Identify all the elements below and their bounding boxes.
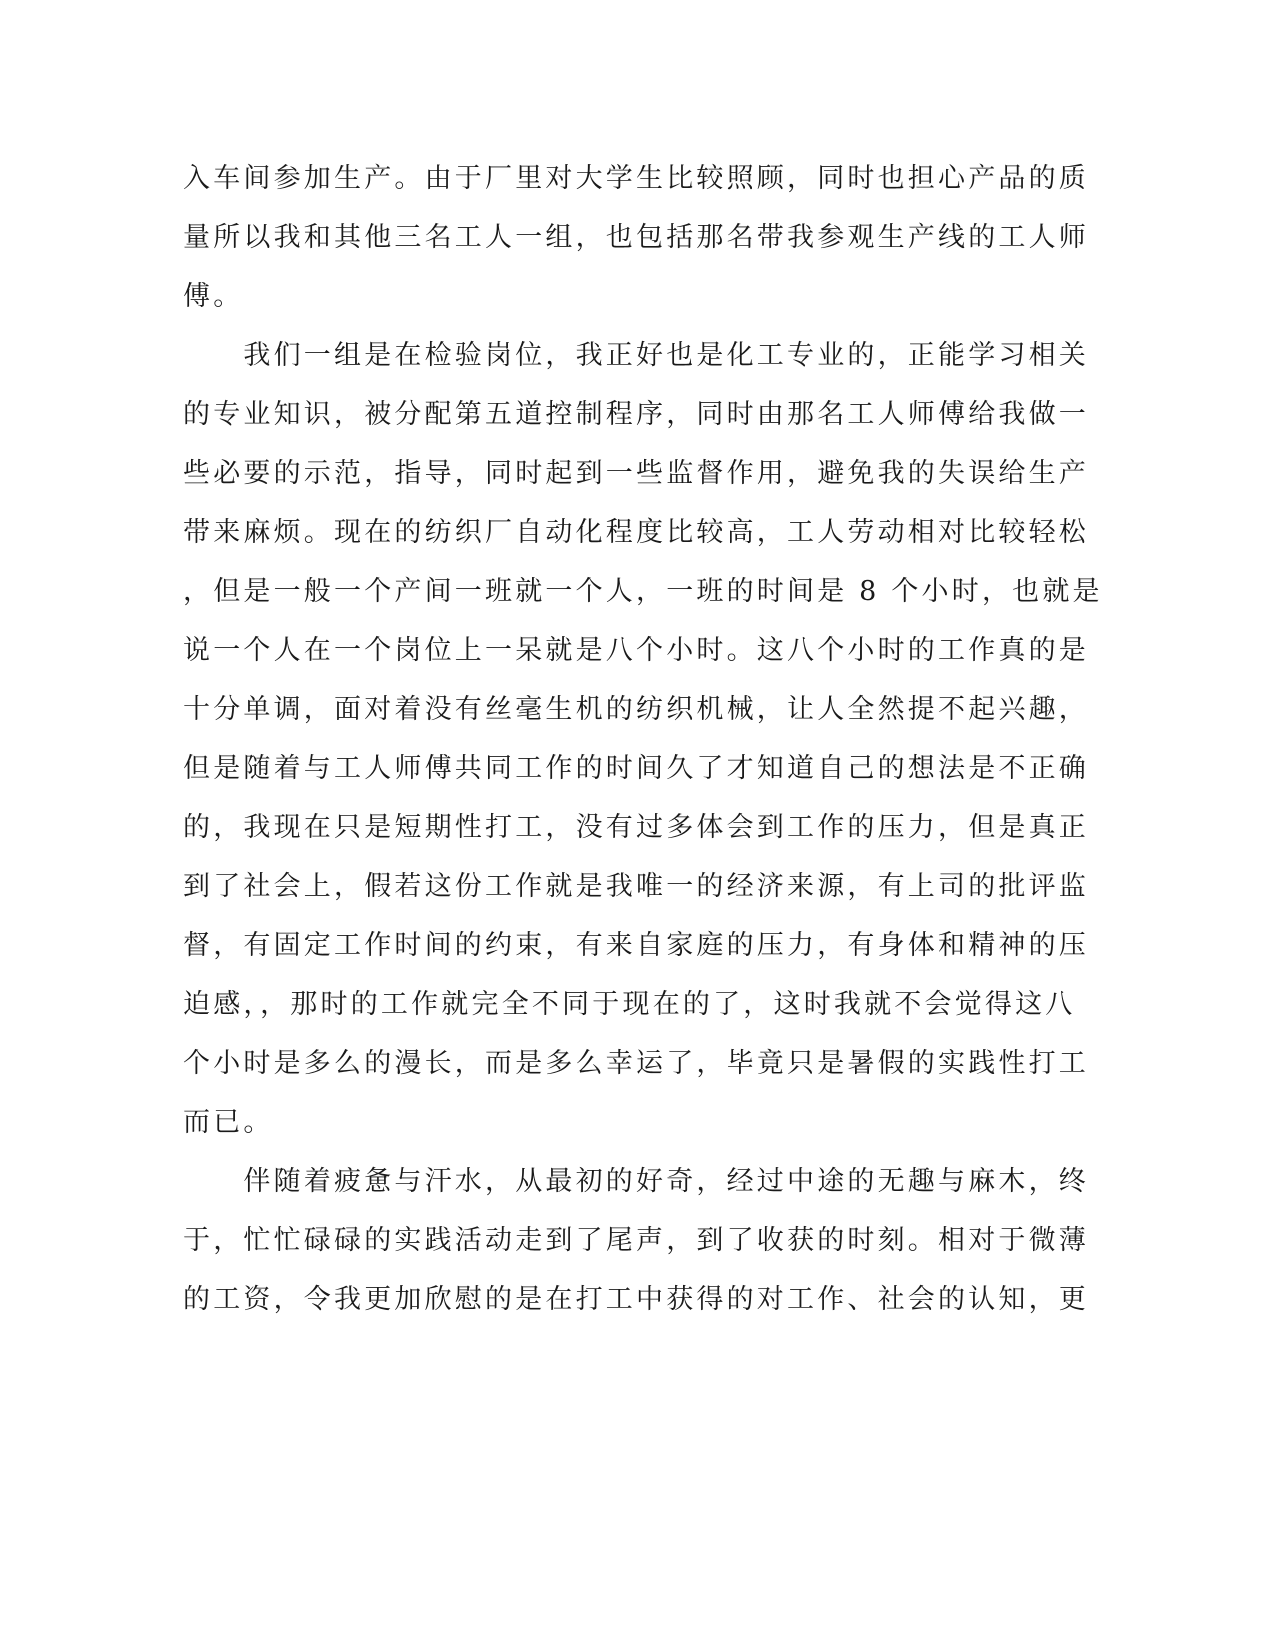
text-line: 入车间参加生产。由于厂里对大学生比较照顾，同时也担心产品的质 — [183, 163, 1089, 194]
text-line: 迫感，，那时的工作就完全不同于现在的了，这时我就不会觉得这八 — [183, 989, 1076, 1020]
text-line: 我们一组是在检验岗位，我正好也是化工专业的，正能学习相关 — [183, 340, 1089, 371]
text-line: 量所以我和其他三名工人一组，也包括那名带我参观生产线的工人师 — [183, 222, 1089, 253]
text-line: 些必要的示范，指导，同时起到一些监督作用，避免我的失误给生产 — [183, 458, 1089, 489]
text-line: 的工资，令我更加欣慰的是在打工中获得的对工作、社会的认知，更 — [183, 1284, 1089, 1315]
text-line: 于，忙忙碌碌的实践活动走到了尾声，到了收获的时刻。相对于微薄 — [183, 1225, 1089, 1256]
text-line: 个小时是多么的漫长，而是多么幸运了，毕竟只是暑假的实践性打工 — [183, 1048, 1089, 1079]
text-line: 伴随着疲惫与汗水，从最初的好奇，经过中途的无趣与麻木，终 — [183, 1166, 1089, 1197]
text-line: 带来麻烦。现在的纺织厂自动化程度比较高，工人劳动相对比较轻松 — [183, 517, 1089, 548]
text-line: 而已。 — [183, 1107, 274, 1138]
text-line: 十分单调，面对着没有丝毫生机的纺织机械，让人全然提不起兴趣， — [183, 694, 1089, 725]
text-line: 的专业知识，被分配第五道控制程序，同时由那名工人师傅给我做一 — [183, 399, 1089, 430]
text-line: 到了社会上，假若这份工作就是我唯一的经济来源，有上司的批评监 — [183, 871, 1089, 902]
text-line: 说一个人在一个岗位上一呆就是八个小时。这八个小时的工作真的是 — [183, 635, 1089, 666]
text-line: 督，有固定工作时间的约束，有来自家庭的压力，有身体和精神的压 — [183, 930, 1089, 961]
text-line: 但是随着与工人师傅共同工作的时间久了才知道自己的想法是不正确 — [183, 753, 1089, 784]
text-line: ，但是一般一个产间一班就一个人，一班的时间是 8 个小时，也就是 — [183, 576, 1103, 607]
text-line: 的，我现在只是短期性打工，没有过多体会到工作的压力，但是真正 — [183, 812, 1089, 843]
text-line: 傅。 — [183, 281, 244, 312]
